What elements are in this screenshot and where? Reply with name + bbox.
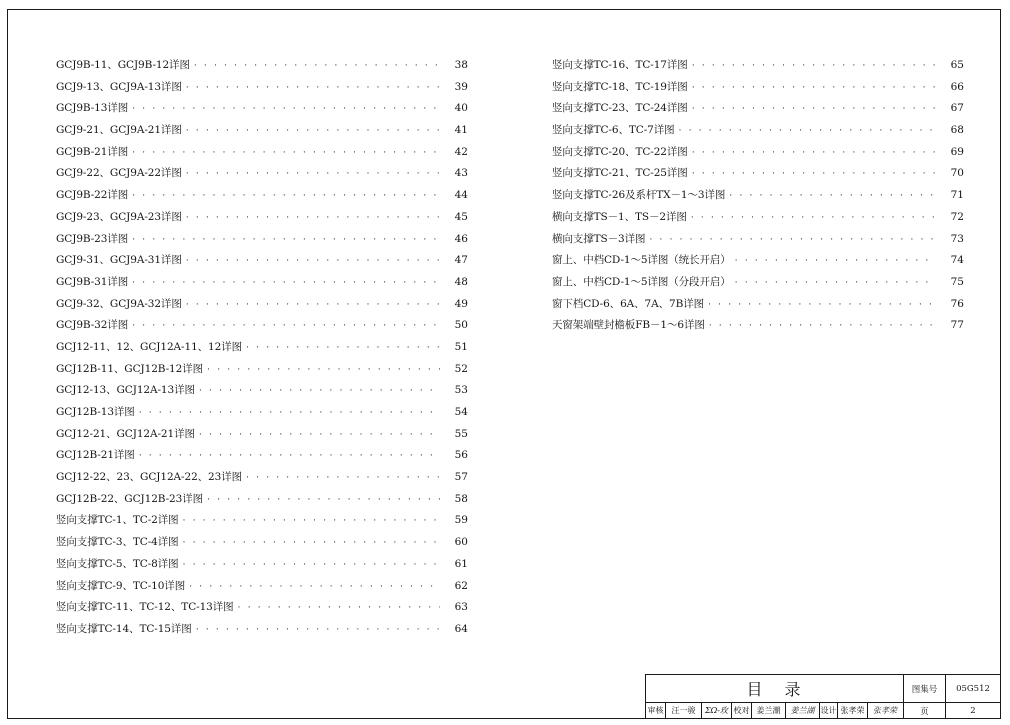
toc-entry-page-number: 76 (950, 297, 964, 310)
toc-entry (56, 252, 468, 274)
toc-entry-title: 窗上、中档CD-1～5详图（分段开启） (552, 275, 731, 288)
toc-entry (56, 209, 468, 231)
toc-entry (56, 274, 468, 296)
toc-entry-title: GCJ9-31、GCJ9A-31详图 (56, 254, 182, 267)
toc-entry (56, 144, 468, 166)
toc-entry (56, 122, 468, 144)
dot-leader (238, 602, 440, 613)
dot-leader (692, 147, 936, 158)
dot-leader (691, 212, 936, 223)
dot-leader (692, 168, 936, 179)
toc-entry-page-number: 47 (454, 254, 468, 267)
toc-entry-page-number: 65 (950, 59, 964, 71)
toc-entry-title: GCJ12-21、GCJ12A-21详图 (56, 427, 195, 440)
toc-entry-page-number: 39 (454, 80, 468, 93)
dot-leader (246, 342, 440, 353)
toc-entry-page-number: 51 (454, 340, 468, 353)
toc-entry (552, 165, 964, 187)
toc-entry-title: GCJ12B-22、GCJ12B-23详图 (56, 492, 204, 505)
toc-entry-page-number: 44 (454, 189, 468, 202)
toc-entry (56, 187, 468, 209)
toc-entry (552, 296, 964, 318)
dot-leader (207, 364, 440, 375)
toc-entry-title: GCJ12-22、23、GCJ12A-22、23详图 (56, 471, 243, 484)
toc-entry (56, 382, 468, 404)
toc-entry (56, 296, 468, 318)
dot-leader (196, 624, 440, 635)
toc-entry-title: GCJ12-11、12、GCJ12A-11、12详图 (56, 340, 243, 353)
dot-leader (692, 82, 936, 93)
dot-leader (183, 537, 440, 548)
toc-entry-title: GCJ9-32、GCJ9A-32详图 (56, 297, 182, 310)
toc-entry-page-number: 52 (454, 362, 468, 375)
toc-entry-page-number: 56 (454, 449, 468, 462)
page-label: 页 (904, 703, 946, 718)
toc-entry (56, 317, 468, 339)
dot-leader (186, 212, 440, 223)
toc-entry-page-number: 69 (950, 145, 964, 158)
dot-leader (729, 190, 936, 201)
toc-entry-title: 竖向支撑TC-21、TC-25详图 (552, 167, 688, 180)
dot-leader (132, 103, 440, 114)
toc-entry (552, 57, 964, 79)
toc-entry-page-number: 62 (454, 579, 468, 592)
dot-leader (139, 407, 440, 418)
dot-leader (199, 385, 440, 396)
toc-entry-page-number: 63 (454, 601, 468, 614)
dot-leader (132, 320, 440, 331)
toc-entry-page-number: 60 (454, 536, 468, 549)
dot-leader (186, 168, 440, 179)
title-block (645, 674, 1001, 719)
toc-entry-title: 竖向支撑TC-9、TC-10详图 (56, 579, 186, 592)
toc-entry (56, 534, 468, 556)
toc-entry (56, 426, 468, 448)
toc-entry-page-number: 61 (454, 557, 468, 570)
toc-entry-title: GCJ9B-21详图 (56, 145, 129, 158)
toc-entry-title: 竖向支撑TC-14、TC-15详图 (56, 622, 192, 635)
toc-entry-title: 竖向支撑TC-11、TC-12、TC-13详图 (56, 601, 234, 614)
dot-leader (183, 559, 440, 570)
dot-leader (735, 277, 936, 288)
dot-leader (692, 103, 936, 114)
toc-entry (56, 79, 468, 101)
toc-entry-page-number: 75 (950, 275, 964, 288)
design-label: 设计 (820, 703, 838, 718)
toc-entry (56, 339, 468, 361)
designer-name: 张孝荣 (838, 703, 868, 718)
toc-entry-page-number: 57 (454, 471, 468, 484)
designer-signature: 张孝荣 (873, 706, 897, 715)
toc-entry (56, 556, 468, 578)
dot-leader (649, 234, 936, 245)
toc-entry-title: GCJ9-22、GCJ9A-22详图 (56, 167, 182, 180)
toc-entry-page-number: 72 (950, 210, 964, 223)
toc-entry-page-number: 64 (454, 622, 468, 635)
dot-leader (246, 472, 440, 483)
dot-leader (186, 299, 440, 310)
toc-entry-page-number: 59 (454, 514, 468, 527)
dot-leader (199, 429, 440, 440)
toc-entry-page-number: 71 (950, 189, 964, 202)
dot-leader (186, 125, 440, 136)
toc-entry (552, 79, 964, 101)
toc-entry-title: GCJ9-13、GCJ9A-13详图 (56, 80, 182, 93)
toc-entry-title: GCJ12-13、GCJ12A-13详图 (56, 384, 195, 397)
toc-entry (552, 100, 964, 122)
dot-leader (679, 125, 936, 136)
toc-column-right (552, 57, 964, 339)
toc-entry (56, 578, 468, 600)
dot-leader (183, 515, 440, 526)
toc-entry-page-number: 68 (950, 124, 964, 137)
toc-entry (552, 274, 964, 296)
toc-entry-page-number: 70 (950, 167, 964, 180)
toc-entry (56, 100, 468, 122)
toc-entry (552, 122, 964, 144)
toc-entry (56, 231, 468, 253)
dot-leader (207, 494, 440, 505)
page-number: 2 (970, 705, 976, 716)
dot-leader (692, 60, 936, 71)
toc-entry (56, 57, 468, 79)
toc-entry-page-number: 54 (454, 406, 468, 418)
toc-entry-title: 竖向支撑TC-26及系杆TX－1～3详图 (552, 189, 726, 202)
toc-entry (56, 491, 468, 513)
signature-row (646, 703, 904, 718)
toc-entry-title: GCJ9B-32详图 (56, 319, 129, 332)
dot-leader (132, 147, 440, 158)
atlas-number: 05G512 (946, 675, 1000, 703)
dot-leader (139, 450, 440, 461)
toc-entry (56, 404, 468, 426)
toc-entry-title: GCJ9B-13详图 (56, 102, 129, 115)
toc-entry-page-number: 66 (950, 80, 964, 93)
toc-entry-title: 竖向支撑TC-18、TC-19详图 (552, 80, 688, 93)
toc-entry-title: 窗下档CD-6、6A、7A、7B详图 (552, 297, 704, 310)
toc-entry (552, 252, 964, 274)
dot-leader (735, 255, 936, 266)
dot-leader (132, 234, 440, 245)
toc-entry (56, 165, 468, 187)
toc-entry-title: 竖向支撑TC-5、TC-8详图 (56, 557, 179, 570)
dot-leader (132, 277, 440, 288)
toc-column-left (56, 57, 468, 643)
toc-entry-title: GCJ12B-13详图 (56, 406, 135, 418)
toc-entry (552, 209, 964, 231)
toc-entry-page-number: 50 (454, 319, 468, 332)
toc-entry-page-number: 73 (950, 232, 964, 245)
toc-entry-page-number: 49 (454, 297, 468, 310)
atlas-number-label: 图集号 (904, 675, 946, 703)
toc-entry-page-number: 55 (454, 427, 468, 440)
dot-leader (194, 60, 440, 71)
reviewer-signature: ΣΩ-玫 (702, 703, 732, 718)
toc-entry-title: GCJ9-21、GCJ9A-21详图 (56, 124, 182, 137)
toc-entry-page-number: 67 (950, 102, 964, 115)
toc-entry-title: 竖向支撑TC-1、TC-2详图 (56, 514, 179, 527)
toc-entry (552, 187, 964, 209)
dot-leader (708, 299, 936, 310)
toc-entry-title: GCJ9-23、GCJ9A-23详图 (56, 210, 182, 223)
toc-entry-title: GCJ12B-11、GCJ12B-12详图 (56, 362, 204, 375)
toc-entry-page-number: 41 (454, 124, 468, 137)
title-block-title: 目录 (646, 675, 904, 703)
toc-entry (552, 144, 964, 166)
toc-entry-title: 竖向支撑TC-6、TC-7详图 (552, 124, 675, 137)
check-label: 校对 (732, 703, 752, 718)
dot-leader (709, 320, 936, 331)
toc-entry-title: 横向支撑TS－1、TS－2详图 (552, 210, 687, 223)
toc-entry-title: 横向支撑TS－3详图 (552, 232, 646, 245)
toc-entry (56, 512, 468, 534)
toc-entry-title: 天窗架端壁封檐板FB－1～6详图 (552, 319, 705, 332)
dot-leader (186, 82, 440, 93)
toc-entry-title: 竖向支撑TC-16、TC-17详图 (552, 59, 688, 71)
checker-name: 姜兰潮 (752, 703, 786, 718)
toc-entry (552, 231, 964, 253)
toc-entry-title: GCJ9B-22详图 (56, 189, 129, 202)
toc-entry (56, 621, 468, 643)
toc-entry-title: 竖向支撑TC-23、TC-24详图 (552, 102, 688, 115)
toc-entry-page-number: 40 (454, 102, 468, 115)
dot-leader (189, 581, 440, 592)
toc-entry-page-number: 46 (454, 232, 468, 245)
toc-entry-page-number: 53 (454, 384, 468, 397)
toc-entry-page-number: 74 (950, 254, 964, 267)
reviewer-name: 汪一骏 (666, 703, 702, 718)
toc-entry-title: GCJ9B-23详图 (56, 232, 129, 245)
toc-entry (56, 599, 468, 621)
toc-entry (56, 361, 468, 383)
review-label: 审核 (646, 703, 666, 718)
dot-leader (186, 255, 440, 266)
toc-entry-page-number: 45 (454, 210, 468, 223)
toc-entry-title: GCJ12B-21详图 (56, 449, 135, 462)
checker-signature: 姜兰湖 (786, 703, 820, 718)
dot-leader (132, 190, 440, 201)
toc-entry-page-number: 43 (454, 167, 468, 180)
toc-entry-title: 竖向支撑TC-3、TC-4详图 (56, 536, 179, 549)
toc-entry-page-number: 58 (454, 492, 468, 505)
toc-entry-page-number: 48 (454, 275, 468, 288)
toc-entry-page-number: 77 (950, 319, 964, 332)
toc-entry-title: 竖向支撑TC-20、TC-22详图 (552, 145, 688, 158)
toc-entry-title: 窗上、中档CD-1～5详图（统长开启） (552, 254, 731, 267)
toc-entry (56, 469, 468, 491)
toc-entry (56, 447, 468, 469)
toc-entry-page-number: 42 (454, 145, 468, 158)
toc-entry-title: GCJ9B-11、GCJ9B-12详图 (56, 59, 190, 71)
toc-entry-page-number: 38 (454, 59, 468, 71)
toc-entry-title: GCJ9B-31详图 (56, 275, 129, 288)
toc-entry (552, 317, 964, 339)
